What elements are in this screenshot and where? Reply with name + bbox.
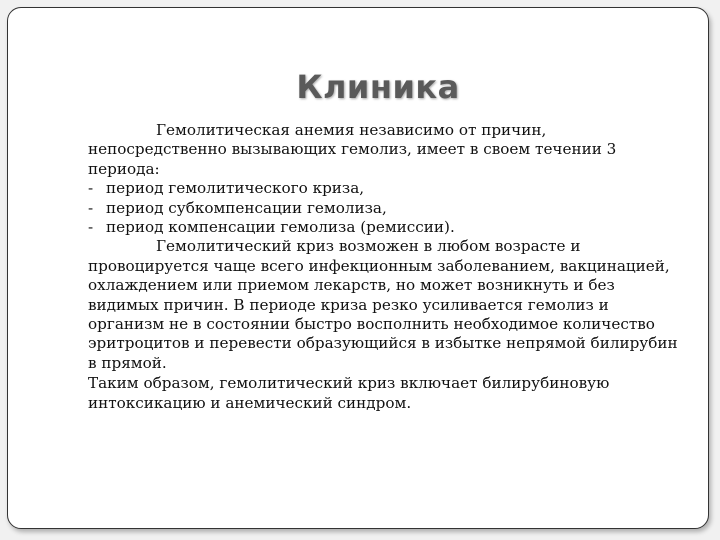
period-item [88, 218, 688, 237]
slide-body [88, 121, 688, 413]
dash-marker: - [88, 179, 94, 198]
conclusion-paragraph: Таким образом, гемолитический криз включает билирубиновую интоксикацию и анемический синдром. [88, 374, 610, 412]
crisis-paragraph: Гемолитический криз возможен в любом возрасте и провоцируется чаще всего инфекционным заболеванием, вакцинацией, охлаждением или приемом лекарств, но может возникнуть и без видимых причин. В периоде криза резко усиливается гемолиз и организм не в состоянии быстро восполнить необходимое количество эритроцитов и перевести образующийся в избытке непрямой билирубин в прямой. [88, 237, 678, 372]
period-item [88, 179, 688, 198]
intro-paragraph: Гемолитическая анемия независимо от причин, непосредственно вызывающих гемолиз, имеет в своем течении 3 периода: [88, 121, 617, 178]
period-text: период компенсации гемолиза (ремиссии). [106, 218, 455, 237]
period-text: период субкомпенсации гемолиза, [106, 198, 387, 217]
slide-frame [7, 7, 709, 529]
period-text: период гемолитического криза, [106, 179, 365, 198]
dash-marker: - [88, 198, 94, 217]
dash-marker: - [88, 218, 94, 237]
period-item [88, 199, 688, 218]
slide-title: Клиника [296, 68, 460, 106]
